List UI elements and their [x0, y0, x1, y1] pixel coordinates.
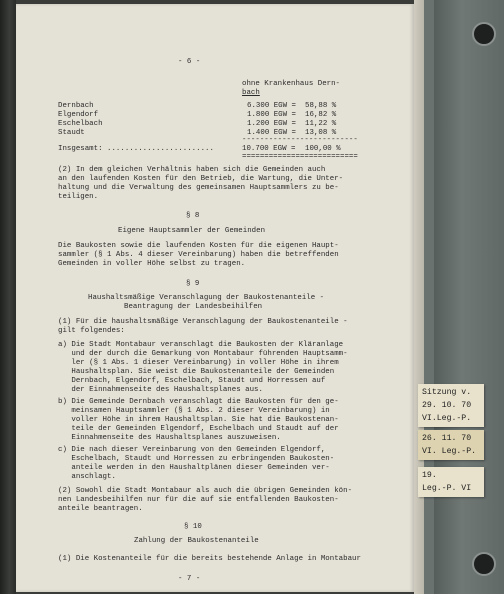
paragraph-line: (1) Die Kostenanteile für die bereits bestehende Anlage in Montabaur [58, 555, 361, 563]
tab-line: Leg.-P. VI [422, 484, 472, 493]
list-item-a-line: Haushaltsplan. Sie weist die Baukostenanteile der Gemeinden [58, 368, 335, 376]
table-row-name: Elgendorf [58, 111, 99, 119]
paragraph-line: Die Baukosten sowie die laufenden Kosten für die eigenen Haupt- [58, 242, 339, 250]
list-item-c-line: Eschelbach, Staudt und Horressen zu erbringenden Baukosten- [58, 455, 335, 463]
paragraph-line: gilt folgendes: [58, 327, 125, 335]
table-header-line2: bach [242, 89, 260, 97]
list-item-c-line: anteile werden in den Haushaltplänen dieser Gemeinden ver- [58, 464, 330, 472]
list-item-a-line: Dernbach, Elgendorf, Eschelbach, Staudt und Horressen auf [58, 377, 326, 385]
section-9-title-line1: Haushaltsmäßige Veranschlagung der Baukostenanteile - [88, 294, 325, 302]
table-row-percent: 13,08 % [305, 129, 337, 137]
paragraph-line: (2) Sowohl die Stadt Montabaur als auch die übrigen Gemeinden kön- [58, 487, 353, 495]
tab-line: VI.Leg.-P. [422, 414, 472, 423]
section-9-title-line2: Beantragung der Landesbeihilfen [124, 303, 263, 311]
paragraph-line: Gemeinden in voller Höhe selbst zu tragen. [58, 260, 246, 268]
table-total-percent: 100,00 % [305, 145, 341, 153]
folder-cover-inner [434, 0, 504, 594]
binder-edge [0, 0, 16, 594]
table-row-amount: 1.800 EGW = [247, 111, 297, 119]
list-item-a-line: a) Die Stadt Montabaur veranschlagt die Baukosten der Kläranlage [58, 341, 344, 349]
paragraph-line: nen Landesbeihilfen nur für die auf sie entfallenden Baukosten- [58, 496, 339, 504]
table-row-percent: 11,22 % [305, 120, 337, 128]
list-item-a-line: der Einnahmenseite des Haushaltsplanes aus. [58, 386, 263, 394]
page-number-top: - 6 - [178, 58, 201, 66]
section-10-number: § 10 [184, 523, 202, 531]
paragraph-line: sammler (§ 1 Abs. 4 dieser Vereinbarung) haben die betreffenden [58, 251, 339, 259]
paragraph-line: an den laufenden Kosten für den Betrieb, die Wartung, die Unter- [58, 175, 344, 183]
tab-line: 26. 11. 70 [422, 434, 472, 443]
list-item-c-line: c) Die nach dieser Vereinbarung von den Gemeinden Elgendorf, [58, 446, 326, 454]
list-item-b-line: Einnahmenseite des Haushaltsplanes auszuweisen. [58, 434, 281, 442]
session-tab [418, 430, 484, 460]
table-row-amount: 6.300 EGW = [247, 102, 297, 110]
paragraph-line: (1) Für die haushaltsmäßige Veranschlagung der Baukostenanteile - [58, 318, 348, 326]
section-8-title: Eigene Hauptsammler der Gemeinden [118, 227, 266, 235]
paragraph-line: haltung und die Verwaltung des gemeinsamen Hauptsammlers zu be- [58, 184, 339, 192]
list-item-b-line: b) Die Gemeinde Dernbach veranschlagt die Baukosten für den ge- [58, 398, 339, 406]
session-tab [418, 384, 484, 427]
table-row-amount: 1.400 EGW = [247, 129, 297, 137]
table-total-label: Insgesamt: ........................ [58, 145, 214, 153]
paragraph-line: teiligen. [58, 193, 99, 201]
section-9-number: § 9 [186, 280, 200, 288]
session-tab [418, 467, 484, 497]
table-row-amount: 1.200 EGW = [247, 120, 297, 128]
list-item-b-line: teile der Gemeinden Elgendorf, Eschelbach und Staudt auf der [58, 425, 339, 433]
table-total-underline: ========================== [242, 153, 358, 161]
tab-line: 19. [422, 471, 437, 480]
table-row-name: Staudt [58, 129, 85, 137]
binder-hole-bottom [472, 552, 496, 576]
table-row-name: Eschelbach [58, 120, 103, 128]
table-divider: -------------------------- [242, 136, 358, 144]
page-number-bottom: - 7 - [178, 575, 201, 583]
list-item-b-line: voller Höhe in ihrem Haushaltsplan. Sie hat die Baukostenan- [58, 416, 339, 424]
tab-line: Sitzung v. [422, 388, 472, 397]
paragraph-line: (2) In dem gleichen Verhältnis haben sich die Gemeinden auch [58, 166, 326, 174]
section-10-title: Zahlung der Baukostenanteile [134, 537, 259, 545]
section-8-number: § 8 [186, 212, 200, 220]
table-row-percent: 16,82 % [305, 111, 337, 119]
table-total-amount: 10.700 EGW = [242, 145, 296, 153]
list-item-a-line: und der durch die Gemarkung von Montabaur führenden Hauptsamm- [58, 350, 348, 358]
paragraph-line: anteile beantragen. [58, 505, 143, 513]
binder-hole-top [472, 22, 496, 46]
tab-line: 29. 10. 70 [422, 401, 472, 410]
page-stack-edge [414, 0, 424, 594]
list-item-b-line: meinsamen Hauptsammler (§ 1 Abs. 2 dieser Vereinbarung) in [58, 407, 330, 415]
list-item-c-line: anschlagt. [58, 473, 116, 481]
table-header-line1: ohne Krankenhaus Dern- [242, 80, 341, 88]
table-row-percent: 58,88 % [305, 102, 337, 110]
tab-line: VI. Leg.-P. [422, 447, 477, 456]
table-row-name: Dernbach [58, 102, 94, 110]
list-item-a-line: ler (§ 1 Abs. 1 dieser Vereinbarung) in voller Höhe in ihrem [58, 359, 339, 367]
